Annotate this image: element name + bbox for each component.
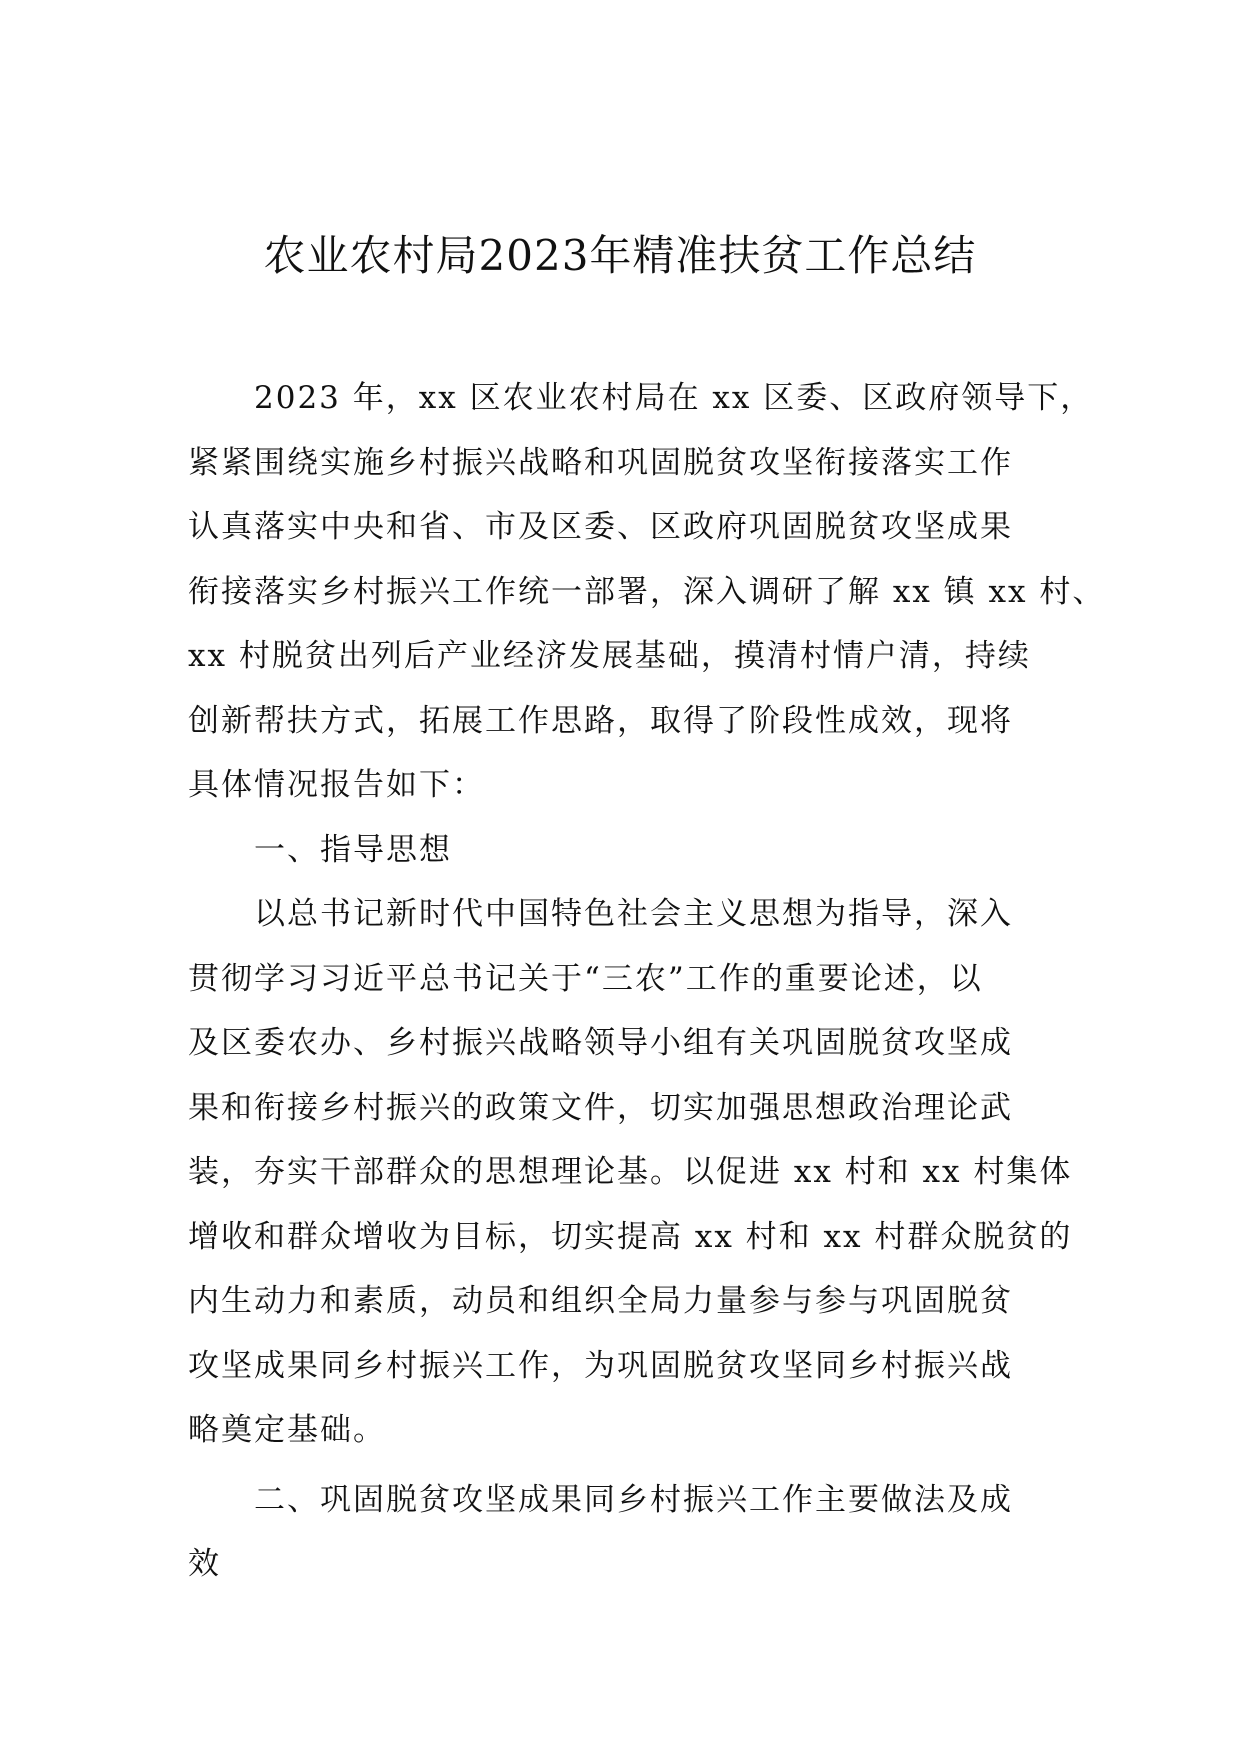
section-heading-1: 一、指导思想 — [254, 831, 452, 868]
body-line: 增收和群众增收为目标，切实提高 xx 村和 xx 村群众脱贫的 — [188, 1218, 1073, 1255]
body-line: 创新帮扶方式，拓展工作思路，取得了阶段性成效，现将 — [188, 702, 1013, 739]
body-line: 内生动力和素质，动员和组织全局力量参与参与巩固脱贫 — [188, 1283, 1013, 1319]
section-heading-2: 二、巩固脱贫攻坚成果同乡村振兴工作主要做法及成 — [254, 1481, 1013, 1518]
body-line: 2023 年，xx 区农业农村局在 xx 区委、区政府领导下， — [254, 380, 1094, 416]
body-line: 果和衔接乡村振兴的政策文件，切实加强思想政治理论武 — [188, 1089, 1013, 1126]
document-body — [188, 366, 1106, 1597]
body-line: 攻坚成果同乡村振兴工作，为巩固脱贫攻坚同乡村振兴战 — [188, 1347, 1013, 1384]
document-title: 农业农村局2023年精准扶贫工作总结 — [263, 231, 977, 280]
body-line: 认真落实中央和省、市及区委、区政府巩固脱贫攻坚成果 — [188, 509, 1013, 545]
body-line: 以总书记新时代中国特色社会主义思想为指导，深入 — [254, 896, 1013, 932]
body-line: 略奠定基础。 — [188, 1412, 386, 1448]
body-line: 具体情况报告如下： — [188, 767, 485, 803]
body-line: xx 村脱贫出列后产业经济发展基础，摸清村情户清，持续 — [188, 638, 1031, 674]
body-line: 紧紧围绕实施乡村振兴战略和巩固脱贫攻坚衔接落实工作 — [188, 444, 1013, 481]
body-line: 贯彻学习习近平总书记关于“三农”工作的重要论述，以 — [188, 960, 983, 997]
body-line: 效 — [188, 1546, 221, 1582]
body-line: 衔接落实乡村振兴工作统一部署，深入调研了解 xx 镇 xx 村、 — [188, 573, 1106, 610]
body-line: 及区委农办、乡村振兴战略领导小组有关巩固脱贫攻坚成 — [188, 1025, 1013, 1061]
body-line: 装，夯实干部群众的思想理论基。以促进 xx 村和 xx 村集体 — [188, 1154, 1073, 1190]
